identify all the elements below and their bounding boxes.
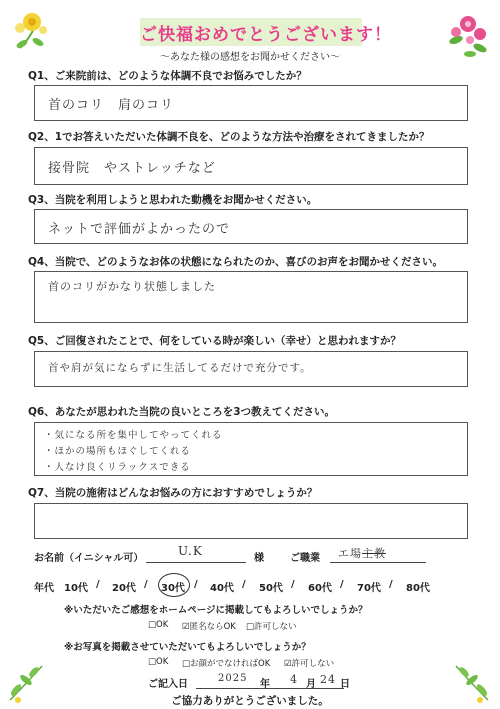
age-option-20: 20代 <box>112 583 136 594</box>
name-underline <box>146 562 246 563</box>
answer-2-text: 接骨院 やストレッチなど <box>48 161 216 176</box>
question-5: Q5、ご回復されたことで、何をしている時が楽しい（幸せ）と思われますか？ <box>28 335 402 347</box>
job-value: エ場 <box>338 547 362 560</box>
page-title: ご快福おめでとうございます！ <box>140 25 392 45</box>
date-label: ご記入日 <box>148 679 188 690</box>
question-7: Q7、当院の施術はどんなお悩みの方におすすめでしょうか？ <box>28 487 318 499</box>
consent-homepage-deny[interactable]: □許可しない <box>246 622 297 632</box>
date-day-unit: 日 <box>340 679 350 690</box>
date-year-value: 2025 <box>218 673 248 684</box>
consent-photo-no-face-ok[interactable]: □お顔がでなければOK <box>182 659 271 669</box>
question-2: Q2、1でお答えいただいた体調不良を、どのような方法や治療をされてきましたか？ <box>28 131 430 143</box>
age-label: 年代 <box>34 583 54 594</box>
job-struck-value: 主教 <box>362 547 386 560</box>
consent-photo-question: ※お写真を掲載させていただいてもよろしいでしょうか？ <box>64 642 311 653</box>
age-option-40: 40代 <box>210 583 234 594</box>
name-honorific: 様 <box>254 553 264 564</box>
question-6: Q6、あなたが思われた当院の良いところを3つ教えてください。 <box>28 406 336 418</box>
name-label: お名前（イニシャル可） <box>34 553 144 564</box>
question-3: Q3、当院を利用しようと思われた動機をお聞かせください。 <box>28 194 318 206</box>
date-month-unit: 月 <box>306 679 316 690</box>
age-separator: / <box>194 579 198 590</box>
date-day-value: 24 <box>320 673 336 686</box>
consent-photo-deny[interactable]: ☑許可しない <box>284 659 335 669</box>
name-value: U.K <box>178 544 203 558</box>
date-year-unit: 年 <box>260 679 270 690</box>
age-separator: / <box>96 579 100 590</box>
age-option-70: 70代 <box>357 583 381 594</box>
age-option-80: 80代 <box>406 583 430 594</box>
answer-1-text: 首のコリ 肩のコリ <box>48 98 175 113</box>
answer-box-7 <box>34 503 468 539</box>
age-separator: / <box>389 579 393 590</box>
age-separator: / <box>340 579 344 590</box>
job-underline <box>330 562 426 563</box>
date-underline <box>196 688 344 689</box>
answer-3-text: ネットで評価がよかったので <box>48 222 231 237</box>
answer-6-item-3: ・人なけ良くリラックスできる <box>44 462 191 473</box>
age-option-10: 10代 <box>64 583 88 594</box>
job-label: ご職業 <box>290 553 320 564</box>
age-option-30: 30代 <box>161 583 185 594</box>
footer-thanks: ご協力ありがとうございました。 <box>171 695 329 707</box>
consent-homepage-anonymous-ok[interactable]: ☑匿名ならOK <box>182 622 236 632</box>
age-option-60: 60代 <box>308 583 332 594</box>
age-option-50: 50代 <box>259 583 283 594</box>
age-separator: / <box>144 579 148 590</box>
question-4: Q4、当院で、どのようなお体の状態になられたのか、喜びのお声をお聞かせください。 <box>28 256 444 268</box>
consent-homepage-ok[interactable]: □OK <box>148 620 169 630</box>
answer-5-text: 首や肩が気にならずに生活してるだけで充分です。 <box>48 362 312 374</box>
answer-4-text: 首のコリがかなり状態しました <box>48 280 216 293</box>
age-separator: / <box>291 579 295 590</box>
consent-homepage-question: ※いただいたご感想をホームページに掲載してもよろしいでしょうか？ <box>64 605 368 616</box>
question-1: Q1、ご来院前は、どのような体調不良でお悩みでしたか？ <box>28 70 307 82</box>
answer-6-item-2: ・ほかの場所もほぐしてくれる <box>44 446 192 457</box>
date-month-value: 4 <box>290 673 298 686</box>
page-subtitle: 〜あなた様の感想をお聞かせください〜 <box>160 52 340 63</box>
consent-photo-ok[interactable]: □OK <box>148 657 169 667</box>
age-separator: / <box>242 579 246 590</box>
answer-6-item-1: ・気になる所を集中してやってくれる <box>44 430 223 441</box>
